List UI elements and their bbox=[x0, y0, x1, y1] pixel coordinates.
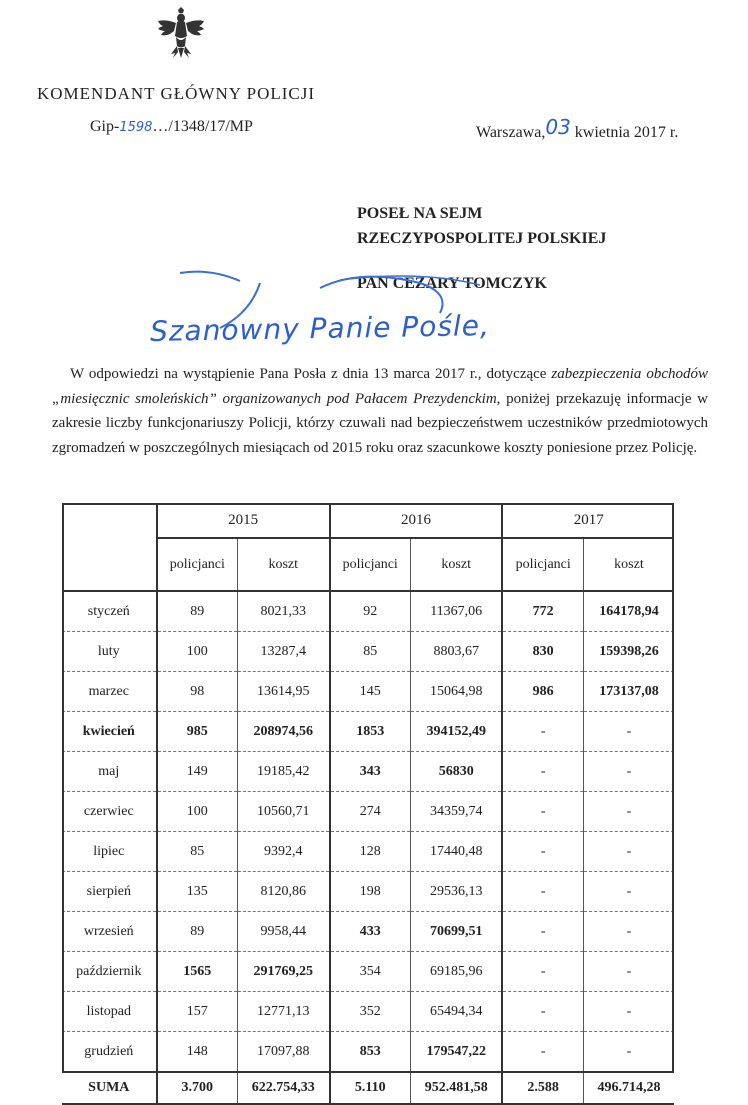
subheader-police: policjanci bbox=[330, 538, 411, 591]
cost-cell: 8021,33 bbox=[238, 591, 330, 632]
police-cell: - bbox=[502, 952, 583, 992]
sum-police-cell: 5.110 bbox=[330, 1072, 411, 1104]
cost-cell: 56830 bbox=[410, 752, 502, 792]
month-cell: lipiec bbox=[62, 832, 157, 872]
month-cell: styczeń bbox=[62, 591, 157, 632]
police-cell: - bbox=[502, 1032, 583, 1073]
sum-cost-cell: 622.754,33 bbox=[238, 1072, 330, 1104]
eagle-emblem-icon bbox=[155, 6, 207, 62]
cost-cell: - bbox=[583, 792, 674, 832]
month-header-cell bbox=[62, 503, 157, 591]
cost-cell: - bbox=[583, 832, 674, 872]
handwritten-salutation: Szanowny Panie Pośle, bbox=[149, 309, 491, 348]
police-cell: 89 bbox=[157, 591, 238, 632]
cost-cell: 173137,08 bbox=[583, 672, 674, 712]
police-cell: 354 bbox=[330, 952, 411, 992]
police-cell: 100 bbox=[157, 632, 238, 672]
sum-cost-cell: 496.714,28 bbox=[583, 1072, 674, 1104]
cost-cell: 17440,48 bbox=[410, 832, 502, 872]
police-cell: 157 bbox=[157, 992, 238, 1032]
police-cell: - bbox=[502, 872, 583, 912]
reference-number: Gip-1598…/1348/17/MP bbox=[90, 118, 253, 135]
table-row bbox=[62, 832, 674, 872]
police-cell: 343 bbox=[330, 752, 411, 792]
table-row bbox=[62, 912, 674, 952]
cost-cell: 15064,98 bbox=[410, 672, 502, 712]
police-cell: 145 bbox=[330, 672, 411, 712]
year-header-2015: 2015 bbox=[157, 503, 330, 538]
subheader-cost: koszt bbox=[410, 538, 502, 591]
cost-cell: 29536,13 bbox=[410, 872, 502, 912]
table-row bbox=[62, 1032, 674, 1073]
cost-cell: 208974,56 bbox=[238, 712, 330, 752]
police-cell: 89 bbox=[157, 912, 238, 952]
police-cell: - bbox=[502, 912, 583, 952]
cost-cell: 70699,51 bbox=[410, 912, 502, 952]
table-row bbox=[62, 792, 674, 832]
police-cell: 85 bbox=[157, 832, 238, 872]
police-cell: 986 bbox=[502, 672, 583, 712]
table-row bbox=[62, 712, 674, 752]
police-cell: 135 bbox=[157, 872, 238, 912]
police-cell: 92 bbox=[330, 591, 411, 632]
cost-cell: 34359,74 bbox=[410, 792, 502, 832]
table-row bbox=[62, 752, 674, 792]
sum-police-cell: 3.700 bbox=[157, 1072, 238, 1104]
cost-cell: - bbox=[583, 952, 674, 992]
recipient-line-1: POSEŁ NA SEJM bbox=[357, 205, 483, 222]
table-row bbox=[62, 952, 674, 992]
sum-cost-cell: 952.481,58 bbox=[410, 1072, 502, 1104]
police-cell: 128 bbox=[330, 832, 411, 872]
cost-cell: 8803,67 bbox=[410, 632, 502, 672]
cost-cell: - bbox=[583, 1032, 674, 1073]
statistics-table bbox=[62, 503, 674, 1105]
police-cell: 433 bbox=[330, 912, 411, 952]
cost-cell: 12771,13 bbox=[238, 992, 330, 1032]
year-header-2016: 2016 bbox=[330, 503, 503, 538]
subheader-cost: koszt bbox=[583, 538, 674, 591]
police-cell: 772 bbox=[502, 591, 583, 632]
police-cell: - bbox=[502, 992, 583, 1032]
subheader-police: policjanci bbox=[502, 538, 583, 591]
police-cell: - bbox=[502, 792, 583, 832]
police-cell: 352 bbox=[330, 992, 411, 1032]
month-cell: październik bbox=[62, 952, 157, 992]
police-cell: 148 bbox=[157, 1032, 238, 1073]
cost-cell: - bbox=[583, 712, 674, 752]
sum-label: SUMA bbox=[62, 1072, 157, 1104]
police-cell: 985 bbox=[157, 712, 238, 752]
table-row bbox=[62, 672, 674, 712]
table-row bbox=[62, 591, 674, 632]
year-header-2017: 2017 bbox=[502, 503, 674, 538]
cost-cell: - bbox=[583, 992, 674, 1032]
cost-cell: 394152,49 bbox=[410, 712, 502, 752]
cost-cell: 11367,06 bbox=[410, 591, 502, 632]
police-cell: - bbox=[502, 752, 583, 792]
subheader-police: policjanci bbox=[157, 538, 238, 591]
month-cell: kwiecień bbox=[62, 712, 157, 752]
cost-cell: 65494,34 bbox=[410, 992, 502, 1032]
date-line: Warszawa,03 kwietnia 2017 r. bbox=[476, 115, 679, 141]
police-cell: 1565 bbox=[157, 952, 238, 992]
police-cell: 98 bbox=[157, 672, 238, 712]
handwritten-ref: 1598 bbox=[119, 120, 153, 135]
police-cell: 1853 bbox=[330, 712, 411, 752]
table-row bbox=[62, 872, 674, 912]
cost-cell: 159398,26 bbox=[583, 632, 674, 672]
police-cell: 830 bbox=[502, 632, 583, 672]
police-cell: 100 bbox=[157, 792, 238, 832]
police-cell: 853 bbox=[330, 1032, 411, 1073]
cost-cell: 10560,71 bbox=[238, 792, 330, 832]
cost-cell: - bbox=[583, 912, 674, 952]
month-cell: maj bbox=[62, 752, 157, 792]
police-cell: 274 bbox=[330, 792, 411, 832]
cost-cell: 9392,4 bbox=[238, 832, 330, 872]
police-cell: 85 bbox=[330, 632, 411, 672]
sum-police-cell: 2.588 bbox=[502, 1072, 583, 1104]
letter-body: W odpowiedzi na wystąpienie Pana Posła z dnia 13 marca 2017 r., dotyczące zabezpieczenia obchodów „miesięcznic smoleńskich” organizowanych pod Pałacem Prezydenckim, poniżej przekazuję informacje w zakresie liczby funkcjonariuszy Policji, którzy czuwali nad bezpieczeństwem uczestników przedmiotowych zgromadzeń w poszczególnych miesiącach od 2015 roku oraz szacunkowe koszty poniesione przez Policję. bbox=[52, 366, 709, 456]
month-cell: luty bbox=[62, 632, 157, 672]
cost-cell: 13287,4 bbox=[238, 632, 330, 672]
sum-row bbox=[62, 1072, 674, 1104]
cost-cell: - bbox=[583, 872, 674, 912]
table-row bbox=[62, 632, 674, 672]
subheader-cost: koszt bbox=[238, 538, 330, 591]
police-cell: 149 bbox=[157, 752, 238, 792]
police-cell: - bbox=[502, 712, 583, 752]
month-cell: czerwiec bbox=[62, 792, 157, 832]
cost-cell: 179547,22 bbox=[410, 1032, 502, 1073]
cost-cell: 17097,88 bbox=[238, 1032, 330, 1073]
police-cell: 198 bbox=[330, 872, 411, 912]
cost-cell: 19185,42 bbox=[238, 752, 330, 792]
cost-cell: - bbox=[583, 752, 674, 792]
cost-cell: 8120,86 bbox=[238, 872, 330, 912]
month-cell: marzec bbox=[62, 672, 157, 712]
cost-cell: 69185,96 bbox=[410, 952, 502, 992]
cost-cell: 164178,94 bbox=[583, 591, 674, 632]
handwritten-day: 03 bbox=[545, 115, 571, 139]
table-row bbox=[62, 992, 674, 1032]
police-cell: - bbox=[502, 832, 583, 872]
cost-cell: 9958,44 bbox=[238, 912, 330, 952]
issuer-title: KOMENDANT GŁÓWNY POLICJI bbox=[37, 84, 316, 103]
cost-cell: 291769,25 bbox=[238, 952, 330, 992]
cost-cell: 13614,95 bbox=[238, 672, 330, 712]
month-cell: sierpień bbox=[62, 872, 157, 912]
month-cell: wrzesień bbox=[62, 912, 157, 952]
recipient-line-2: RZECZYPOSPOLITEJ POLSKIEJ bbox=[357, 230, 607, 247]
month-cell: listopad bbox=[62, 992, 157, 1032]
month-cell: grudzień bbox=[62, 1032, 157, 1073]
recipient-line-3: PAN CEZARY TOMCZYK bbox=[357, 275, 547, 292]
